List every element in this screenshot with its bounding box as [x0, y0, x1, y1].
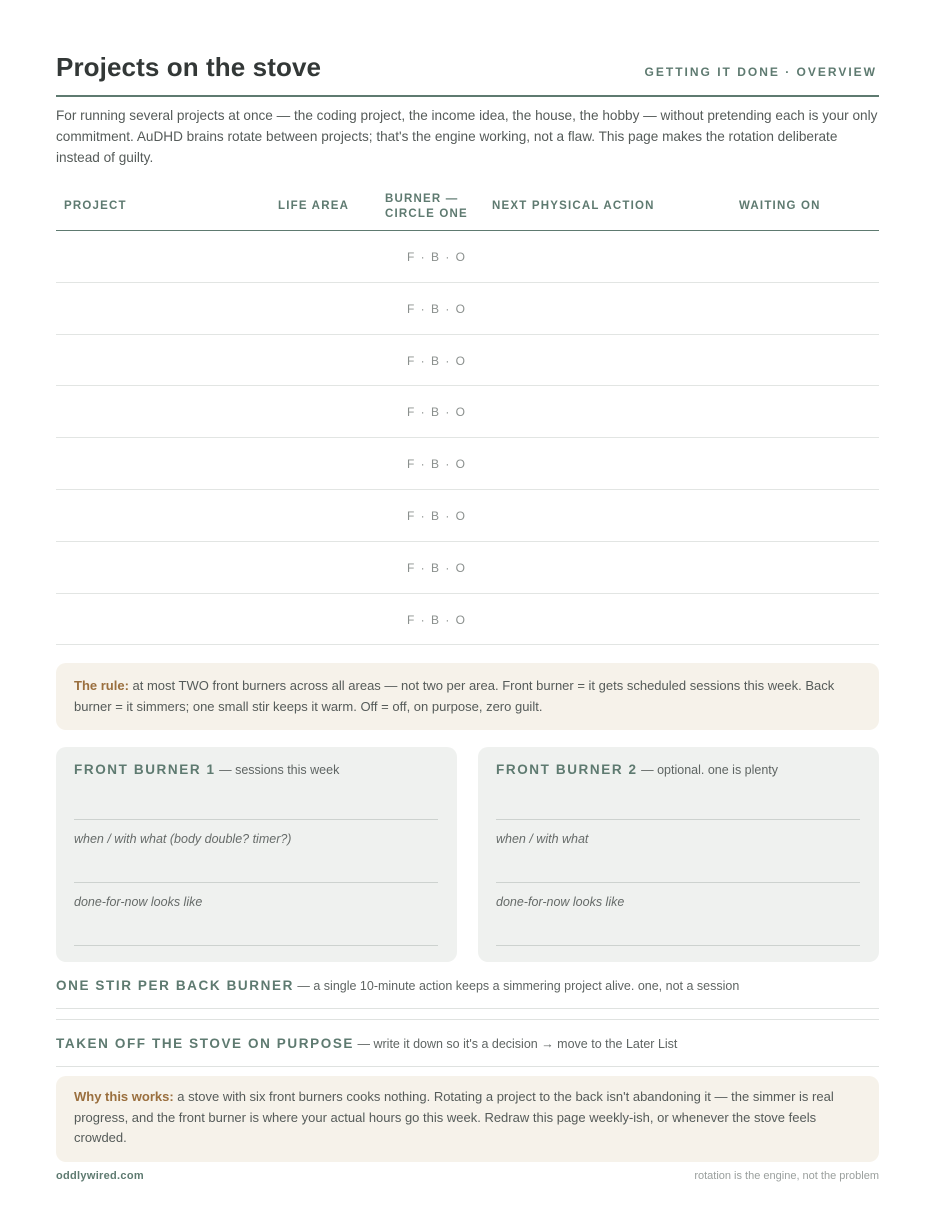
column-header-life-area: LIFE AREA [278, 200, 350, 212]
burner-choice: F · B · O [407, 612, 467, 627]
burner-choice: F · B · O [407, 457, 467, 472]
back-burner-stir-title: ONE STIR PER BACK BURNER [56, 978, 294, 993]
footer-tagline: rotation is the engine, not the problem [694, 1170, 879, 1182]
front-burner-1-card [56, 747, 457, 962]
why-lead: Why this works: [74, 1089, 174, 1104]
back-burner-stir-note: — a single 10-minute action keeps a simmering project alive. one, not a session [293, 979, 740, 993]
rule-callout [56, 663, 879, 730]
front-burner-1-title: FRONT BURNER 1 [74, 762, 216, 777]
front-burner-1-done-prompt: done-for-now looks like [74, 895, 203, 909]
front-burner-1-note: — sessions this week [215, 763, 340, 777]
write-line [56, 1066, 879, 1067]
divider [56, 1019, 879, 1020]
off-stove-note: — write it down so it's a decision → move to the Later List [354, 1037, 678, 1051]
table-row [56, 335, 879, 387]
front-burner-2-note: — optional. one is plenty [637, 763, 779, 777]
off-stove-row [56, 1035, 879, 1053]
intro-paragraph: For running several projects at once — the coding project, the income idea, the house, the hobby — without pretending each is your only commitment. AuDHD brains rotate between projects; that's the engine working, not a flaw. This page makes the rotation deliberate instead of guilty. [56, 108, 878, 165]
burner-choice: F · B · O [407, 405, 467, 420]
burner-choice: F · B · O [407, 508, 467, 523]
front-burner-1-when-prompt: when / with what (body double? timer?) [74, 832, 292, 846]
rule-text: at most TWO front burners across all areas — not two per area. Front burner = it gets scheduled sessions this week. Back burner = it simmers; one small stir keeps it warm. Off = off, on purpose, zero guilt. [74, 678, 835, 714]
column-header-burner-line1: BURNER — [385, 193, 459, 205]
table-row [56, 283, 879, 335]
table-row [56, 386, 879, 438]
back-burner-stir-row [56, 977, 879, 995]
write-line [74, 945, 438, 946]
page-header [56, 52, 879, 97]
front-burner-2-title: FRONT BURNER 2 [496, 762, 638, 777]
projects-table [56, 186, 879, 645]
column-header-next-action: NEXT PHYSICAL ACTION [492, 200, 655, 212]
table-row [56, 231, 879, 283]
write-line [74, 882, 438, 883]
front-burner-2-when-prompt: when / with what [496, 832, 589, 846]
column-header-burner [385, 192, 485, 222]
off-stove-title: TAKEN OFF THE STOVE ON PURPOSE [56, 1036, 355, 1051]
table-row [56, 594, 879, 646]
front-burner-1-heading [74, 761, 339, 779]
burner-choice: F · B · O [407, 250, 467, 264]
front-burner-2-heading [496, 761, 778, 779]
page-title: Projects on the stove [56, 52, 322, 82]
table-row [56, 438, 879, 490]
burner-choice: F · B · O [407, 560, 467, 575]
column-header-project: PROJECT [64, 200, 127, 212]
why-this-works-callout [56, 1076, 879, 1162]
section-kicker: GETTING IT DONE · OVERVIEW [644, 65, 877, 79]
table-row [56, 490, 879, 542]
burner-choice: F · B · O [407, 353, 467, 368]
column-header-waiting-on: WAITING ON [739, 200, 821, 212]
write-line [74, 819, 438, 820]
table-header [56, 186, 879, 231]
front-burner-2-done-prompt: done-for-now looks like [496, 895, 625, 909]
front-burner-2-card [478, 747, 879, 962]
write-line [56, 1008, 879, 1009]
footer-site: oddlywired.com [56, 1170, 144, 1182]
write-line [496, 882, 860, 883]
column-header-burner-line2: CIRCLE ONE [385, 208, 468, 220]
write-line [496, 819, 860, 820]
burner-choice: F · B · O [407, 301, 467, 316]
rule-lead: The rule: [74, 678, 129, 693]
write-line [496, 945, 860, 946]
why-text: a stove with six front burners cooks nothing. Rotating a project to the back isn't abandoning it — the simmer is real progress, and the front burner is where your actual hours go this week. Redraw this page weekly-ish, or whenever the stove feels crowded. [74, 1089, 834, 1145]
table-row [56, 542, 879, 594]
